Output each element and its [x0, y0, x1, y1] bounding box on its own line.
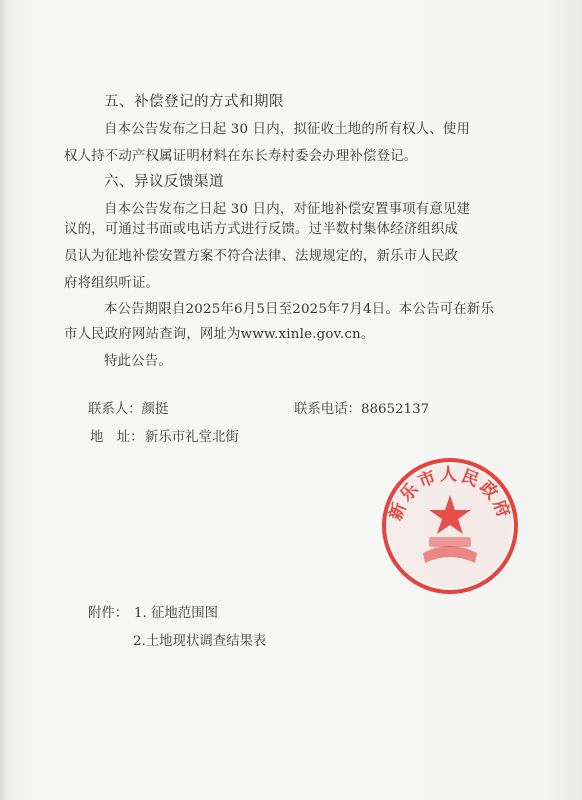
section5-line-2: 权人持不动产权属证明材料在东长寿村委会办理补偿登记。	[64, 149, 418, 164]
closing-text: 特此公告。	[104, 354, 172, 369]
section6-line-1: 自本公告发布之日起 30 日内，对征地补偿安置事项有意见建	[104, 202, 471, 217]
contact-person: 联系人：颜挺	[88, 402, 169, 417]
attachments-label: 附件：	[88, 606, 129, 621]
contact-address-label: 地 址：	[90, 430, 144, 445]
contact-address: 新乐市礼堂北街	[145, 430, 239, 445]
section6-line-2: 议的，可通过书面或电话方式进行反馈。过半数村集体经济组织成	[64, 222, 459, 237]
period-line-1: 本公告期限自2025年6月5日至2025年7月4日。本公告可在新乐	[104, 302, 495, 317]
section5-heading: 五、补偿登记的方式和期限	[104, 94, 284, 110]
contact-phone: 联系电话：88652137	[294, 402, 430, 417]
seal-text: 新乐市人民政府	[385, 464, 515, 524]
section5-line-1: 自本公告发布之日起 30 日内，拟征收土地的所有权人、使用	[104, 122, 471, 137]
official-seal-icon	[379, 455, 521, 597]
section6-heading: 六、异议反馈渠道	[104, 174, 224, 190]
attachment-item-1: 1. 征地范围图	[134, 606, 218, 621]
page-edge-shadow	[0, 0, 8, 800]
section6-line-3: 员认为征地补偿安置方案不符合法律、法规规定的，新乐市人民政	[64, 249, 459, 264]
section6-line-4: 府将组织听证。	[64, 276, 160, 291]
attachment-item-2: 2.土地现状调查结果表	[133, 634, 267, 649]
period-line-2: 市人民政府网站查询，网址为www.xinle.gov.cn。	[64, 327, 375, 342]
